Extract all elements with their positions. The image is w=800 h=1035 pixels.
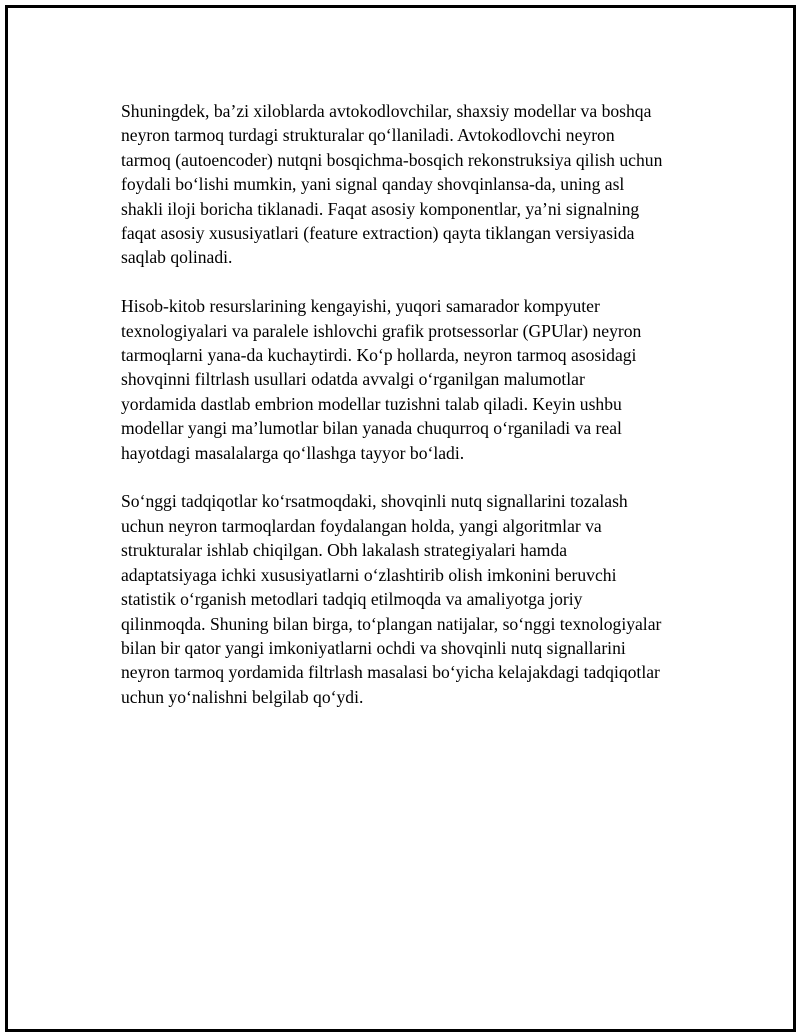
paragraph-3: [121, 489, 701, 709]
text-line: bilan bir qator yangi imkoniyatlarni ochdi va shovqinli nutq signallarini: [121, 637, 626, 658]
text-line: uchun neyron tarmoqlardan foydalangan holda, yangi algoritmlar va: [121, 515, 602, 536]
text-line: Shuningdek, ba’zi xiloblarda avtokodlovchilar, shaxsiy modellar va boshqa: [121, 101, 652, 121]
document-body: [121, 99, 701, 734]
text-line: modellar yangi ma’lumotlar bilan yanada chuqurroq o‘rganiladi va real: [121, 418, 622, 439]
text-line: texnologiyalari va paralele ishlovchi grafik protsessorlar (GPUlar) neyron: [121, 320, 642, 341]
text-line: tarmoqlarni yana-da kuchaytirdi. Ko‘p hollarda, neyron tarmoq asosidagi: [121, 345, 637, 366]
text-line: Hisob-kitob resurslarining kengayishi, yuqori samarador kompyuter: [121, 296, 600, 317]
text-line: tarmoq (autoencoder) nutqni bosqichma-bosqich rekonstruksiya qilish uchun: [121, 149, 663, 170]
text-line: yordamida dastlab embrion modellar tuzishni talab qiladi. Keyin ushbu: [121, 393, 622, 414]
text-line: saqlab qolinadi.: [121, 247, 233, 268]
paragraph-1: [121, 99, 701, 270]
text-line: neyron tarmoq turdagi strukturalar qo‘llaniladi. Avtokodlovchi neyron: [121, 125, 615, 146]
text-line: shovqinni filtrlash usullari odatda avvalgi o‘rganilgan malumotlar: [121, 369, 585, 390]
text-line: shakli iloji boricha tiklanadi. Faqat asosiy komponentlar, ya’ni signalning: [121, 198, 640, 219]
text-line: hayotdagi masalalarga qo‘llashga tayyor bo‘ladi.: [121, 442, 465, 463]
text-line: uchun yo‘nalishni belgilab qo‘ydi.: [121, 686, 364, 707]
text-line: qilinmoqda. Shuning bilan birga, to‘plangan natijalar, so‘nggi texnologiyalar: [121, 613, 662, 634]
text-line: strukturalar ishlab chiqilgan. Obh lakalash strategiyalari hamda: [121, 540, 568, 561]
text-line: statistik o‘rganish metodlari tadqiq etilmoqda va amaliyotga joriy: [121, 589, 583, 610]
text-line: faqat asosiy xususiyatlari (feature extraction) qayta tiklangan versiyasida: [121, 223, 635, 244]
text-line: adaptatsiyaga ichki xususiyatlarni o‘zlashtirib olish imkonini beruvchi: [121, 564, 617, 585]
text-line: So‘nggi tadqiqotlar ko‘rsatmoqdaki, shovqinli nutq signallarini tozalash: [121, 491, 628, 512]
paragraph-2: [121, 294, 701, 465]
text-line: neyron tarmoq yordamida filtrlash masalasi bo‘yicha kelajakdagi tadqiqotlar: [121, 662, 660, 683]
text-line: foydali bo‘lishi mumkin, yani signal qanday shovqinlansa-da, uning asl: [121, 174, 625, 195]
page-frame: [5, 5, 796, 1032]
